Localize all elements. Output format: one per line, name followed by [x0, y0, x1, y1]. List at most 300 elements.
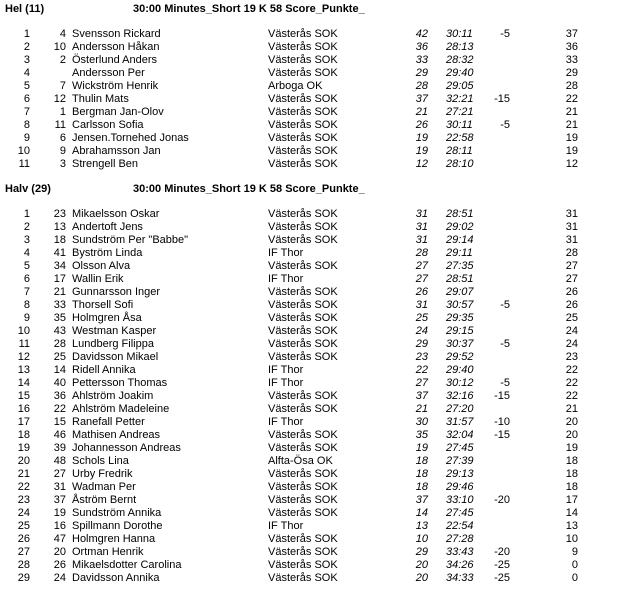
bib-cell: 19 [53, 507, 66, 519]
bib-cell: 28 [53, 338, 66, 350]
name-cell: Spillmann Dorothe [72, 520, 163, 532]
result-row [0, 325, 624, 338]
result-row [0, 41, 624, 54]
place-cell: 11 [18, 158, 30, 170]
name-cell: Byström Linda [72, 247, 143, 259]
bib-cell: 24 [53, 572, 66, 584]
name-cell: Andertoft Jens [72, 221, 143, 233]
score-cell: 37 [415, 390, 428, 402]
bib-cell: 46 [53, 429, 66, 441]
result-row [0, 208, 624, 221]
time-cell: 33:10 [446, 494, 474, 506]
club-cell: Västerås SOK [268, 286, 338, 298]
time-cell: 28:32 [446, 54, 474, 66]
place-cell: 28 [17, 559, 30, 571]
name-cell: Lundberg Filippa [72, 338, 154, 350]
name-cell: Sundström Per "Babbe" [72, 234, 189, 246]
penalty-cell: -5 [500, 28, 510, 40]
bib-cell: 33 [53, 299, 66, 311]
time-cell: 27:35 [446, 260, 474, 272]
bib-cell: 47 [53, 533, 66, 545]
result-row [0, 572, 624, 585]
total-cell: 13 [565, 520, 578, 532]
penalty-cell: -5 [500, 377, 510, 389]
place-cell: 9 [23, 312, 30, 324]
place-cell: 8 [23, 119, 30, 131]
place-cell: 7 [23, 286, 30, 298]
place-cell: 22 [17, 481, 30, 493]
name-cell: Bergman Jan-Olov [72, 106, 164, 118]
place-cell: 3 [23, 234, 30, 246]
score-cell: 12 [415, 158, 428, 170]
time-cell: 27:45 [446, 507, 474, 519]
club-cell: Västerås SOK [268, 54, 338, 66]
place-cell: 29 [17, 572, 30, 584]
place-cell: 6 [23, 93, 30, 105]
total-cell: 27 [565, 260, 578, 272]
name-cell: Andersson Håkan [72, 41, 160, 53]
total-cell: 18 [565, 455, 578, 467]
time-cell: 32:21 [446, 93, 474, 105]
place-cell: 16 [17, 403, 30, 415]
place-cell: 26 [17, 533, 30, 545]
total-cell: 36 [565, 41, 578, 53]
name-cell: Davidsson Annika [72, 572, 160, 584]
result-row [0, 507, 624, 520]
total-cell: 0 [571, 572, 578, 584]
result-row [0, 234, 624, 247]
penalty-cell: -5 [500, 119, 510, 131]
place-cell: 5 [23, 260, 30, 272]
name-cell: Thorsell Sofi [72, 299, 134, 311]
time-cell: 27:39 [446, 455, 474, 467]
name-cell: Ranefall Petter [72, 416, 145, 428]
results-list [0, 28, 624, 171]
total-cell: 19 [565, 132, 578, 144]
penalty-cell: -5 [500, 338, 510, 350]
place-cell: 6 [23, 273, 30, 285]
total-cell: 14 [565, 507, 578, 519]
place-cell: 1 [23, 208, 30, 220]
club-cell: Västerås SOK [268, 481, 338, 493]
name-cell: Wadman Per [72, 481, 136, 493]
club-cell: IF Thor [268, 416, 304, 428]
result-row [0, 559, 624, 572]
score-cell: 21 [415, 403, 428, 415]
score-cell: 20 [415, 572, 428, 584]
place-cell: 4 [23, 247, 30, 259]
total-cell: 21 [565, 403, 578, 415]
time-cell: 28:10 [446, 158, 474, 170]
total-cell: 26 [565, 299, 578, 311]
club-cell: Västerås SOK [268, 260, 338, 272]
club-cell: Västerås SOK [268, 208, 338, 220]
class-header [0, 0, 624, 20]
club-cell: IF Thor [268, 377, 304, 389]
total-cell: 25 [565, 312, 578, 324]
name-cell: Ortman Henrik [72, 546, 144, 558]
name-cell: Holmgren Hanna [72, 533, 156, 545]
total-cell: 21 [565, 119, 578, 131]
result-row [0, 494, 624, 507]
penalty-cell: -20 [494, 546, 510, 558]
time-cell: 33:43 [446, 546, 474, 558]
bib-cell: 1 [59, 106, 66, 118]
result-row [0, 338, 624, 351]
place-cell: 7 [23, 106, 30, 118]
total-cell: 20 [565, 429, 578, 441]
time-cell: 29:02 [446, 221, 474, 233]
club-cell: Västerås SOK [268, 533, 338, 545]
name-cell: Ahlström Joakim [72, 390, 154, 402]
score-cell: 29 [415, 338, 428, 350]
name-cell: Schols Lina [72, 455, 129, 467]
club-cell: Västerås SOK [268, 338, 338, 350]
club-cell: IF Thor [268, 520, 304, 532]
name-cell: Wallin Erik [72, 273, 124, 285]
name-cell: Holmgren Åsa [72, 312, 142, 324]
result-row [0, 546, 624, 559]
name-cell: Ridell Annika [72, 364, 136, 376]
results-section-halv [0, 180, 624, 585]
score-cell: 20 [415, 559, 428, 571]
result-row [0, 299, 624, 312]
total-cell: 29 [565, 67, 578, 79]
place-cell: 25 [17, 520, 30, 532]
name-cell: Svensson Rickard [72, 28, 161, 40]
total-cell: 24 [565, 325, 578, 337]
place-cell: 24 [17, 507, 30, 519]
club-cell: Västerås SOK [268, 67, 338, 79]
result-row [0, 145, 624, 158]
bib-cell: 37 [53, 494, 66, 506]
total-cell: 31 [565, 234, 578, 246]
time-cell: 29:52 [446, 351, 474, 363]
score-cell: 18 [415, 481, 428, 493]
score-cell: 19 [415, 145, 428, 157]
score-cell: 14 [415, 507, 428, 519]
score-cell: 30 [415, 416, 428, 428]
club-cell: Västerås SOK [268, 572, 338, 584]
time-cell: 32:04 [446, 429, 474, 441]
name-cell: Österlund Anders [72, 54, 157, 66]
bib-cell: 14 [53, 364, 66, 376]
total-cell: 21 [565, 106, 578, 118]
bib-cell: 4 [59, 28, 66, 40]
time-cell: 30:57 [446, 299, 474, 311]
total-cell: 27 [565, 273, 578, 285]
score-cell: 29 [415, 546, 428, 558]
score-cell: 13 [415, 520, 428, 532]
place-cell: 17 [17, 416, 30, 428]
bib-cell: 15 [53, 416, 66, 428]
result-row [0, 106, 624, 119]
result-row [0, 273, 624, 286]
score-cell: 27 [415, 377, 428, 389]
score-cell: 27 [415, 260, 428, 272]
club-cell: Västerås SOK [268, 442, 338, 454]
bib-cell: 10 [53, 41, 66, 53]
time-cell: 29:13 [446, 468, 474, 480]
result-row [0, 260, 624, 273]
club-cell: Västerås SOK [268, 390, 338, 402]
penalty-cell: -15 [494, 93, 510, 105]
club-cell: Västerås SOK [268, 494, 338, 506]
place-cell: 11 [18, 338, 30, 350]
club-cell: Västerås SOK [268, 325, 338, 337]
bib-cell: 35 [53, 312, 66, 324]
place-cell: 9 [23, 132, 30, 144]
result-row [0, 119, 624, 132]
score-cell: 23 [415, 351, 428, 363]
total-cell: 20 [565, 416, 578, 428]
place-cell: 14 [17, 377, 30, 389]
bib-cell: 11 [54, 119, 66, 131]
club-cell: Västerås SOK [268, 546, 338, 558]
time-cell: 29:05 [446, 80, 474, 92]
time-cell: 29:07 [446, 286, 474, 298]
result-row [0, 351, 624, 364]
place-cell: 19 [17, 442, 30, 454]
score-cell: 24 [415, 325, 428, 337]
time-cell: 22:54 [446, 520, 474, 532]
time-cell: 34:33 [446, 572, 474, 584]
place-cell: 27 [17, 546, 30, 558]
score-cell: 19 [415, 132, 428, 144]
club-cell: Västerås SOK [268, 145, 338, 157]
bib-cell: 16 [53, 520, 66, 532]
name-cell: Thulin Mats [72, 93, 129, 105]
penalty-cell: -15 [494, 390, 510, 402]
total-cell: 10 [565, 533, 578, 545]
bib-cell: 26 [53, 559, 66, 571]
bib-cell: 2 [59, 54, 66, 66]
total-cell: 23 [565, 351, 578, 363]
score-cell: 28 [415, 247, 428, 259]
result-row [0, 312, 624, 325]
name-cell: Mikaelsdotter Carolina [72, 559, 182, 571]
bib-cell: 20 [53, 546, 66, 558]
bib-cell: 9 [59, 145, 66, 157]
total-cell: 22 [565, 377, 578, 389]
name-cell: Gunnarsson Inger [72, 286, 161, 298]
result-row [0, 54, 624, 67]
place-cell: 20 [17, 455, 30, 467]
name-cell: Olsson Alva [72, 260, 131, 272]
club-cell: Västerås SOK [268, 221, 338, 233]
place-cell: 3 [23, 54, 30, 66]
name-cell: Pettersson Thomas [72, 377, 168, 389]
bib-cell: 43 [53, 325, 66, 337]
penalty-cell: -15 [494, 429, 510, 441]
club-cell: Alfta-Ösa OK [268, 455, 333, 467]
time-cell: 30:12 [446, 377, 474, 389]
club-cell: Västerås SOK [268, 507, 338, 519]
place-cell: 12 [17, 351, 30, 363]
result-row [0, 158, 624, 171]
time-cell: 27:28 [446, 533, 474, 545]
penalty-cell: -25 [494, 572, 510, 584]
time-cell: 27:45 [446, 442, 474, 454]
total-cell: 22 [565, 390, 578, 402]
result-row [0, 390, 624, 403]
score-cell: 26 [415, 286, 428, 298]
result-row [0, 533, 624, 546]
name-cell: Abrahamsson Jan [72, 145, 161, 157]
total-cell: 22 [565, 93, 578, 105]
result-row [0, 416, 624, 429]
time-cell: 22:58 [446, 132, 474, 144]
name-cell: Urby Fredrik [72, 468, 133, 480]
score-cell: 42 [415, 28, 428, 40]
score-cell: 35 [415, 429, 428, 441]
bib-cell: 3 [59, 158, 66, 170]
bib-cell: 22 [53, 403, 66, 415]
bib-cell: 18 [53, 234, 66, 246]
club-cell: Västerås SOK [268, 299, 338, 311]
course-info: 30:00 Minutes_Short 19 K 58 Score_Punkte_ [133, 3, 365, 15]
result-row [0, 442, 624, 455]
score-cell: 28 [415, 80, 428, 92]
place-cell: 1 [23, 28, 30, 40]
total-cell: 17 [565, 494, 578, 506]
result-row [0, 93, 624, 106]
place-cell: 10 [17, 325, 30, 337]
total-cell: 18 [565, 468, 578, 480]
bib-cell: 34 [53, 260, 66, 272]
place-cell: 2 [23, 41, 30, 53]
class-name: Halv (29) [5, 183, 51, 195]
course-info: 30:00 Minutes_Short 19 K 58 Score_Punkte_ [133, 183, 365, 195]
time-cell: 28:51 [446, 208, 474, 220]
place-cell: 13 [17, 364, 30, 376]
bib-cell: 39 [53, 442, 66, 454]
club-cell: Västerås SOK [268, 351, 338, 363]
result-row [0, 455, 624, 468]
bib-cell: 23 [53, 208, 66, 220]
penalty-cell: -10 [494, 416, 510, 428]
time-cell: 30:11 [446, 28, 473, 40]
total-cell: 0 [571, 559, 578, 571]
club-cell: Västerås SOK [268, 403, 338, 415]
time-cell: 28:11 [446, 145, 473, 157]
time-cell: 28:51 [446, 273, 474, 285]
place-cell: 8 [23, 299, 30, 311]
score-cell: 19 [415, 442, 428, 454]
result-row [0, 377, 624, 390]
score-cell: 37 [415, 93, 428, 105]
bib-cell: 48 [53, 455, 66, 467]
place-cell: 2 [23, 221, 30, 233]
penalty-cell: -5 [500, 299, 510, 311]
place-cell: 23 [17, 494, 30, 506]
result-row [0, 429, 624, 442]
club-cell: Västerås SOK [268, 468, 338, 480]
total-cell: 31 [565, 221, 578, 233]
result-row [0, 481, 624, 494]
name-cell: Wickström Henrik [72, 80, 159, 92]
name-cell: Carlsson Sofia [72, 119, 144, 131]
place-cell: 15 [17, 390, 30, 402]
name-cell: Andersson Per [72, 67, 145, 79]
bib-cell: 21 [53, 286, 66, 298]
bib-cell: 27 [53, 468, 66, 480]
time-cell: 30:11 [446, 119, 473, 131]
result-row [0, 132, 624, 145]
time-cell: 28:13 [446, 41, 474, 53]
score-cell: 31 [415, 299, 428, 311]
score-cell: 37 [415, 494, 428, 506]
club-cell: Västerås SOK [268, 312, 338, 324]
total-cell: 18 [565, 481, 578, 493]
name-cell: Westman Kasper [72, 325, 157, 337]
club-cell: Västerås SOK [268, 93, 338, 105]
club-cell: Västerås SOK [268, 559, 338, 571]
penalty-cell: -20 [494, 494, 510, 506]
time-cell: 29:40 [446, 67, 474, 79]
club-cell: Västerås SOK [268, 41, 338, 53]
name-cell: Sundström Annika [72, 507, 162, 519]
club-cell: Västerås SOK [268, 28, 338, 40]
result-row [0, 403, 624, 416]
club-cell: IF Thor [268, 273, 304, 285]
total-cell: 37 [565, 28, 578, 40]
total-cell: 22 [565, 364, 578, 376]
total-cell: 19 [565, 442, 578, 454]
total-cell: 24 [565, 338, 578, 350]
bib-cell: 40 [53, 377, 66, 389]
result-row [0, 221, 624, 234]
name-cell: Mikaelsson Oskar [72, 208, 160, 220]
time-cell: 29:46 [446, 481, 474, 493]
result-row [0, 364, 624, 377]
club-cell: IF Thor [268, 364, 304, 376]
result-row [0, 80, 624, 93]
time-cell: 29:14 [446, 234, 474, 246]
score-cell: 27 [415, 273, 428, 285]
score-cell: 21 [415, 106, 428, 118]
time-cell: 29:35 [446, 312, 474, 324]
time-cell: 27:20 [446, 403, 474, 415]
bib-cell: 6 [59, 132, 66, 144]
bib-cell: 31 [53, 481, 66, 493]
score-cell: 18 [415, 455, 428, 467]
penalty-cell: -25 [494, 559, 510, 571]
club-cell: Västerås SOK [268, 234, 338, 246]
score-cell: 22 [415, 364, 428, 376]
name-cell: Davidsson Mikael [72, 351, 159, 363]
name-cell: Strengell Ben [72, 158, 139, 170]
club-cell: IF Thor [268, 247, 304, 259]
place-cell: 21 [17, 468, 30, 480]
total-cell: 9 [571, 546, 578, 558]
name-cell: Mathisen Andreas [72, 429, 161, 441]
place-cell: 4 [23, 67, 30, 79]
result-row [0, 67, 624, 80]
results-list [0, 208, 624, 585]
score-cell: 31 [415, 234, 428, 246]
total-cell: 28 [565, 80, 578, 92]
name-cell: Johannesson Andreas [72, 442, 181, 454]
club-cell: Västerås SOK [268, 132, 338, 144]
time-cell: 29:11 [446, 247, 473, 259]
result-row [0, 520, 624, 533]
time-cell: 27:21 [446, 106, 474, 118]
total-cell: 31 [565, 208, 578, 220]
place-cell: 5 [23, 80, 30, 92]
time-cell: 32:16 [446, 390, 474, 402]
total-cell: 26 [565, 286, 578, 298]
